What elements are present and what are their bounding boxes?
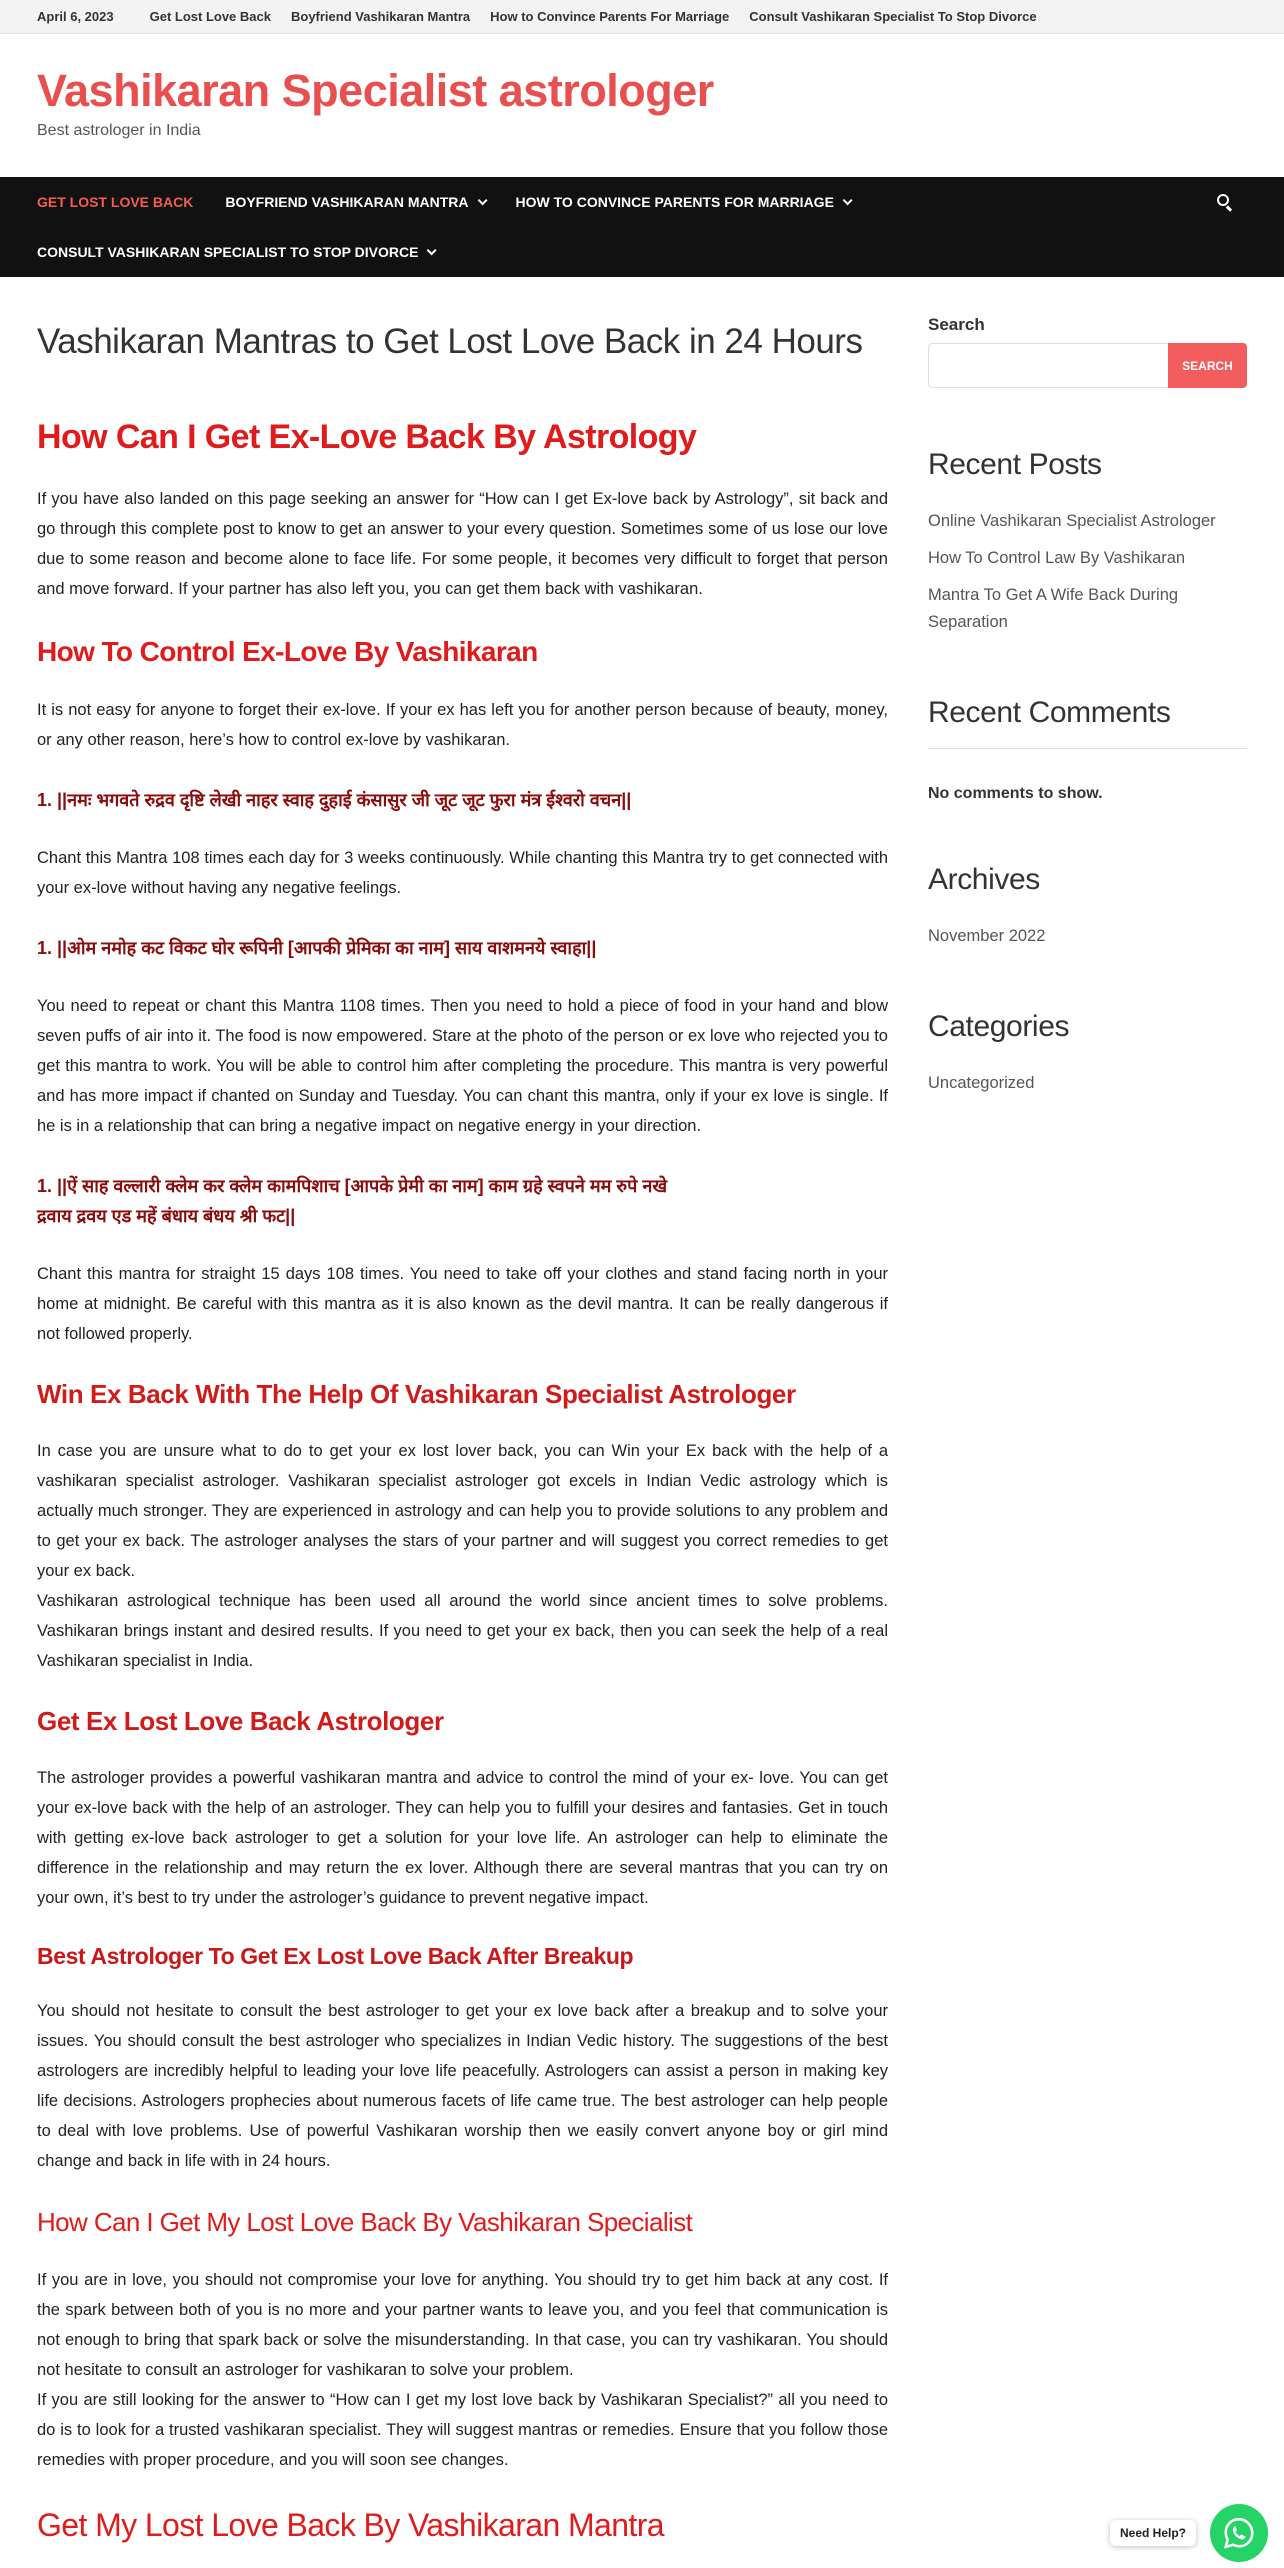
top-link[interactable]: Consult Vashikaran Specialist To Stop Divorce	[749, 9, 1037, 24]
main-content	[37, 277, 888, 2568]
search-label: Search	[928, 315, 985, 334]
section-heading: Get Ex Lost Love Back Astrologer	[37, 1706, 444, 1736]
top-link[interactable]: Get Lost Love Back	[149, 9, 271, 24]
recent-post-link[interactable]: Online Vashikaran Specialist Astrologer	[928, 512, 1216, 530]
chevron-down-icon	[427, 245, 437, 255]
search-icon[interactable]	[1217, 194, 1232, 209]
paragraph: In case you are unsure what to do to get your ex lost lover back, you can Win your Ex back with the help of a vashikaran specialist astrologer. Vashikaran specialist astrologer got excels in Indian Vedic astrology which is actually much stronger. They are experienced in astrology and can help you to provide solutions to any problem and to get your ex back. The astrologer analyses the stars of your partner and will suggest you correct remedies to get your ex back.	[37, 1442, 888, 1580]
archives-title: Archives	[928, 863, 1040, 896]
mantra-line: 1. ||ऐं साह वल्लारी क्लेम कर क्लेम कामपिशाच [आपके प्रेमी का नाम] काम ग्रहे स्वपने मम रुपे नखे	[37, 1176, 668, 1196]
paragraph: Chant this mantra for straight 15 days 108 times. You need to take off your clothes and stand facing north in your home at midnight. Be careful with this mantra as it is also known as the devil mantra. It can be really dangerous if not followed properly.	[37, 1265, 888, 1343]
help-widget[interactable]	[1110, 2504, 1268, 2562]
site-description: Best astrologer in India	[37, 122, 201, 139]
nav-item-get-lost-love-back[interactable]: GET LOST LOVE BACK	[37, 194, 194, 210]
divider	[928, 748, 1247, 749]
paragraph: Vashikaran astrological technique has been used all around the world since ancient times to solve problems. Vashikaran brings instant and desired results. If you need to get your ex back, then you can seek the help of a real Vashikaran specialist in India.	[37, 1592, 888, 1670]
search-form	[928, 343, 1247, 388]
archive-link[interactable]: November 2022	[928, 927, 1046, 945]
top-link[interactable]: Boyfriend Vashikaran Mantra	[290, 9, 471, 24]
search-button[interactable]: SEARCH	[1168, 343, 1247, 388]
whatsapp-button[interactable]	[1210, 2504, 1268, 2562]
nav-item-convince-parents[interactable]	[516, 194, 849, 210]
paragraph: The astrologer provides a powerful vashikaran mantra and advice to control the mind of your ex- love. You can get your ex-love back with the help of an astrologer. They can help you to fulfill your desires and fantasies. Get in touch with getting ex-love back astrologer to get a solution for your love life. An astrologer can help to eliminate the difference in the relationship and may return the ex lover. Although there are several mantras that you can try on your own, it’s best to try under the astrologer’s guidance to prevent negative impact.	[37, 1769, 888, 1907]
section-heading: How Can I Get Ex-Love Back By Astrology	[37, 417, 697, 456]
section-heading: Get My Lost Love Back By Vashikaran Mantra	[37, 2506, 664, 2543]
paragraph: If you have also landed on this page seeking an answer for “How can I get Ex-love back by Astrology”, sit back and go through this complete post to know to get an answer to your every question. Sometimes some of us lose our love due to some reason and become alone to face life. For some people, it becomes very difficult to forget that person and move forward. If your partner has also left you, you can get them back with vashikaran.	[37, 490, 888, 598]
paragraph: It is not easy for anyone to forget their ex-love. If your ex has left you for another person because of beauty, money, or any other reason, here’s how to control ex-love by vashikaran.	[37, 701, 888, 749]
recent-posts-title: Recent Posts	[928, 448, 1102, 481]
top-bar	[0, 0, 1284, 34]
paragraph: If you are still looking for the answer to “How can I get my lost love back by Vashikaran Specialist?” all you need to do is to look for a trusted vashikaran specialist. They will suggest mantras or remedies. Ensure that you follow those remedies with proper procedure, and you will soon see changes.	[37, 2390, 888, 2469]
category-link[interactable]: Uncategorized	[928, 1074, 1035, 1092]
mantra-text: 1. ||ओम नमोह कट विकट घोर रूपिनी [आपकी प्रेमिका का नाम] साय वाशमनये स्वाहा||	[37, 938, 597, 958]
site-header	[0, 34, 1284, 177]
help-label[interactable]: Need Help?	[1110, 2520, 1196, 2546]
nav-label: HOW TO CONVINCE PARENTS FOR MARRIAGE	[515, 194, 834, 210]
chevron-down-icon	[843, 195, 853, 205]
mantra-text: 1. ||नमः भगवते रुद्रव दृष्टि लेखी नाहर स्वाह दुहाई कंसासुर जी जूट जूट फुरा मंत्र ईश्वरो वचन||	[37, 790, 632, 810]
site-title[interactable]: Vashikaran Specialist astrologer	[37, 65, 714, 116]
section-heading: How To Control Ex-Love By Vashikaran	[37, 636, 538, 667]
categories-title: Categories	[928, 1010, 1070, 1043]
recent-post-link[interactable]: Mantra To Get A Wife Back During Separation	[928, 586, 1179, 631]
nav-item-stop-divorce[interactable]	[37, 244, 433, 260]
section-heading: Best Astrologer To Get Ex Lost Love Back After Breakup	[37, 1943, 634, 1969]
paragraph: You should not hesitate to consult the best astrologer to get your ex love back after a breakup and to solve your issues. You should consult the best astrologer who specializes in Indian Vedic history. The suggestions of the best astrologers are incredibly helpful to leading your love life peacefully. Astrologers can assist a person in making key life decisions. Astrologers prophecies about numerous facets of life came true. The best astrologer can help people to deal with love problems. Use of powerful Vashikaran worship then we easily convert anyone boy or girl mind change and back in life with in 24 hours.	[37, 2002, 888, 2170]
current-date: April 6, 2023	[37, 9, 114, 24]
whatsapp-icon	[1222, 2516, 1256, 2550]
recent-post-link[interactable]: How To Control Law By Vashikaran	[928, 549, 1186, 567]
mantra-text	[37, 1171, 888, 1231]
section-heading: Win Ex Back With The Help Of Vashikaran Specialist Astrologer	[37, 1379, 796, 1409]
mantra-line: द्रवाय द्रवय एड महें बंधाय बंधय श्री फट||	[37, 1206, 296, 1226]
post-title: Vashikaran Mantras to Get Lost Love Back in 24 Hours	[37, 322, 863, 361]
section-heading: How Can I Get My Lost Love Back By Vashikaran Specialist	[37, 2207, 693, 2237]
no-comments-text: No comments to show.	[928, 785, 1103, 802]
nav-label: BOYFRIEND VASHIKARAN MANTRA	[225, 194, 469, 210]
nav-label: CONSULT VASHIKARAN SPECIALIST TO STOP DIVORCE	[37, 244, 419, 260]
top-link[interactable]: How to Convince Parents For Marriage	[490, 9, 730, 24]
main-navigation	[0, 177, 1284, 277]
sidebar	[928, 277, 1247, 2568]
paragraph: If you are in love, you should not compromise your love for anything. You should try to get him back at any cost. If the spark between both of you is no more and your partner wants to leave you, and you feel that communication is not enough to bring that spark back or solve the misunderstanding. In that case, you can try vashikaran. You should not hesitate to consult an astrologer for vashikaran to solve your problem.	[37, 2270, 888, 2379]
chevron-down-icon	[477, 195, 487, 205]
search-input[interactable]	[928, 343, 1168, 388]
paragraph: Chant this Mantra 108 times each day for 3 weeks continuously. While chanting this Mantra try to get connected with your ex-love without having any negative feelings.	[37, 849, 888, 897]
paragraph: You need to repeat or chant this Mantra 1108 times. Then you need to hold a piece of food in your hand and blow seven puffs of air into it. The food is now empowered. Stare at the photo of the person or ex love who rejected you to get this mantra to work. You will be able to control him after completing the procedure. This mantra is very powerful and has more impact if chanted on Sunday and Tuesday. You can chant this mantra, only if your ex love is single. If he is in a relationship that can bring a negative impact on negative energy in your direction.	[37, 997, 888, 1135]
nav-item-boyfriend-vashikaran-mantra[interactable]	[225, 194, 483, 210]
recent-comments-title: Recent Comments	[928, 696, 1171, 729]
